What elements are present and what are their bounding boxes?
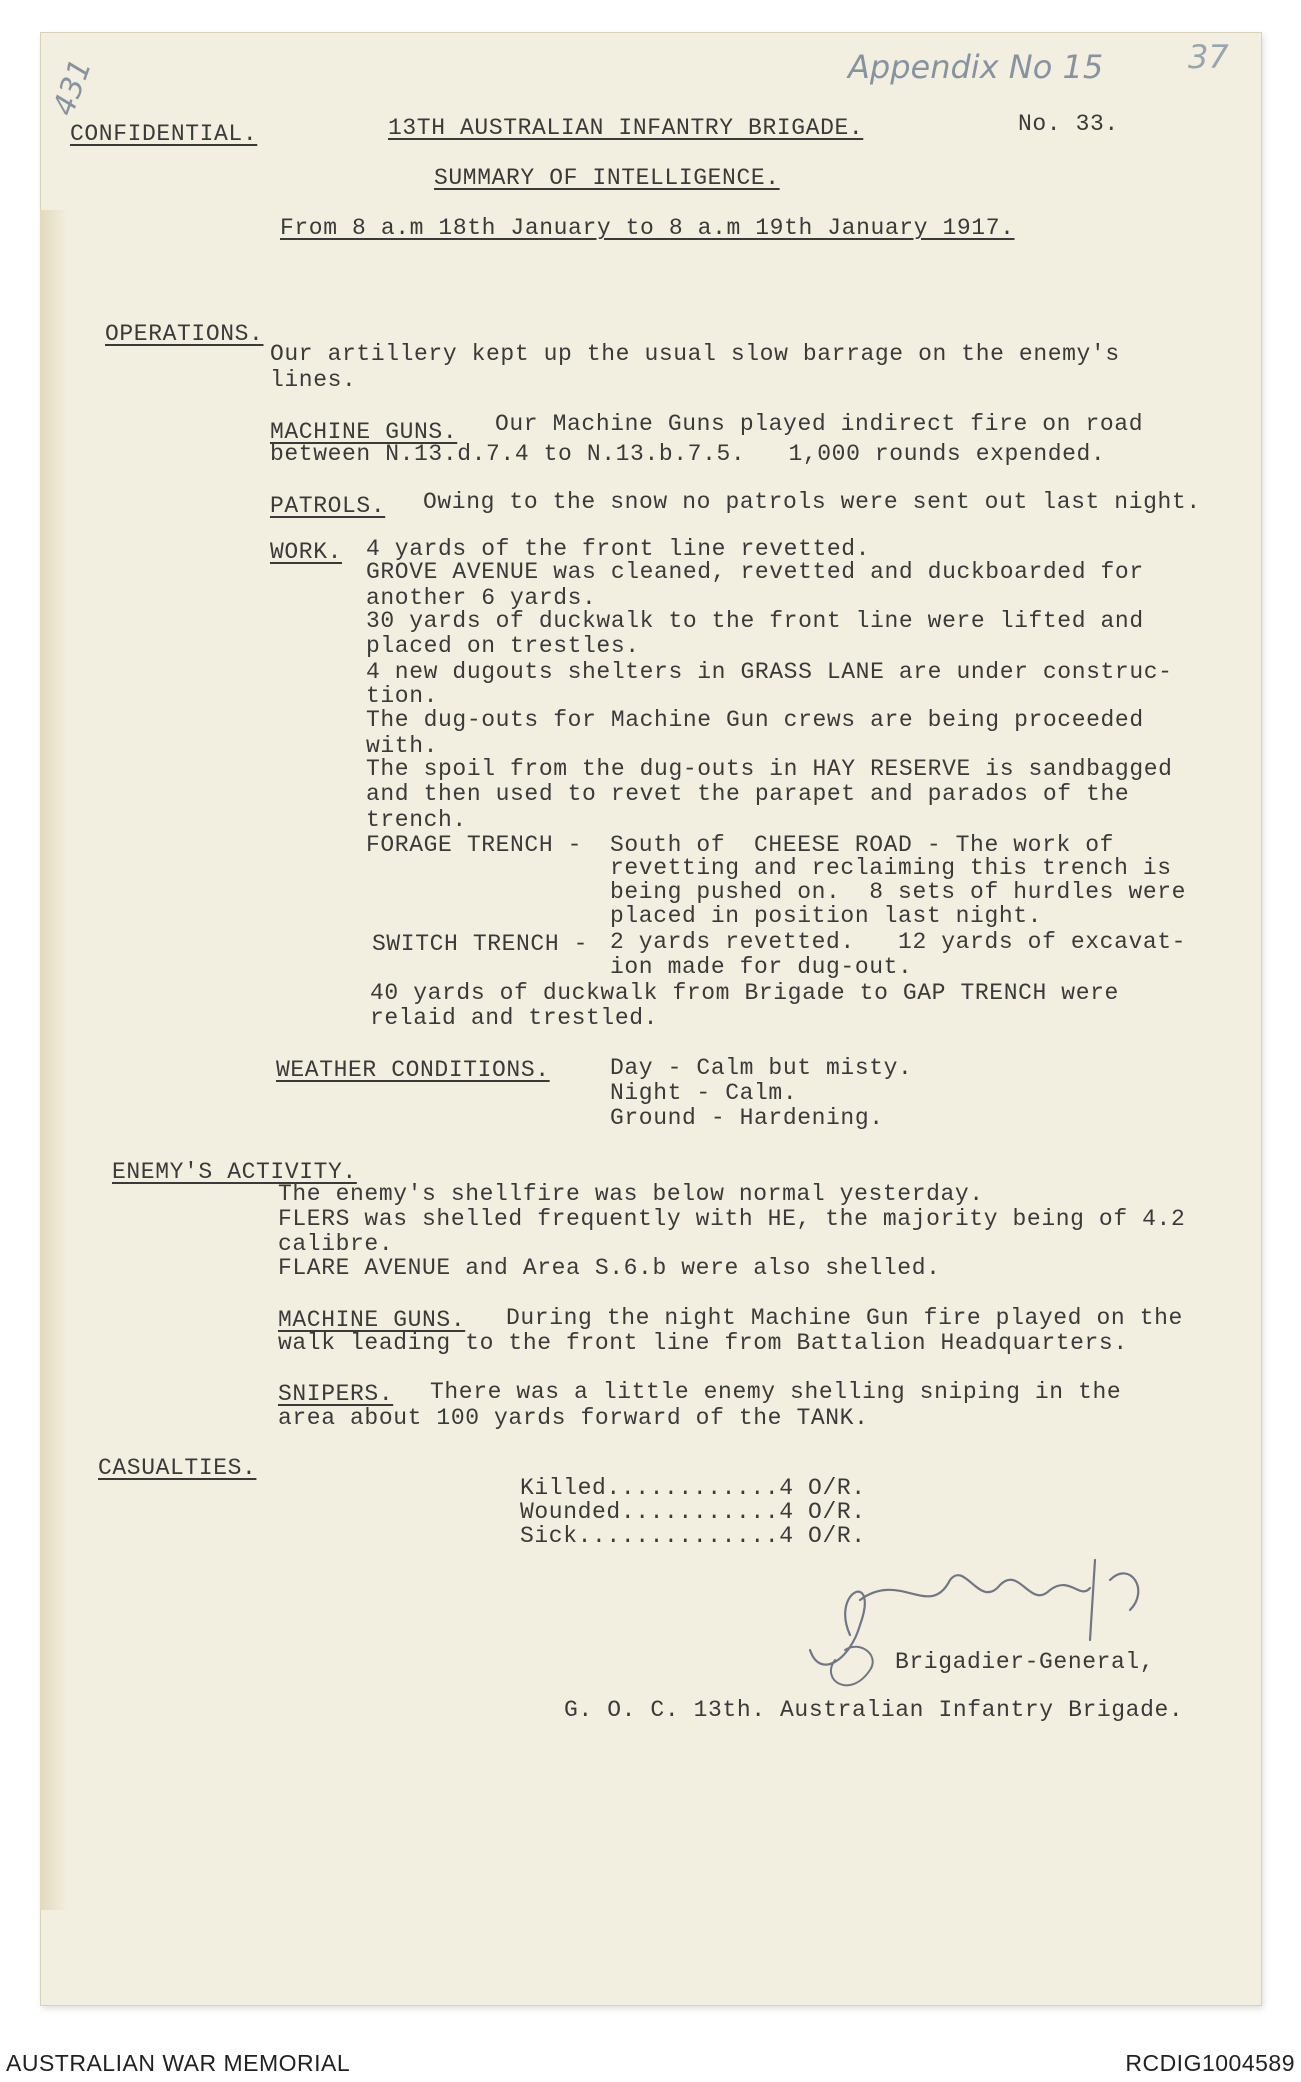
weather-ground: Ground - Hardening.	[610, 1105, 884, 1131]
forage-trench-label: FORAGE TRENCH -	[366, 832, 583, 858]
forage-line-1: South of CHEESE ROAD - The work of	[610, 832, 1115, 858]
weather-label: WEATHER CONDITIONS.	[276, 1057, 550, 1083]
work-line-4: 30 yards of duckwalk to the front line were lifted and	[366, 608, 1144, 634]
machine-guns-text-2: between N.13.d.7.4 to N.13.b.7.5. 1,000 rounds expended.	[270, 441, 1106, 467]
switch-trench-label: SWITCH TRENCH -	[372, 931, 589, 957]
enemy-activity-heading: ENEMY'S ACTIVITY.	[112, 1159, 357, 1185]
footer-archive: AUSTRALIAN WAR MEMORIAL	[6, 2050, 351, 2076]
enemy-machine-guns-label: MACHINE GUNS.	[278, 1307, 466, 1333]
forage-line-3: being pushed on. 8 sets of hurdles were	[610, 879, 1187, 905]
patrols-label: PATROLS.	[270, 493, 386, 519]
work-line-9: with.	[366, 733, 439, 759]
appendix-note: Appendix No 15	[848, 48, 1104, 86]
brigade-title: 13TH AUSTRALIAN INFANTRY BRIGADE.	[388, 115, 864, 141]
snipers-label: SNIPERS.	[278, 1381, 394, 1407]
weather-day: Day - Calm but misty.	[610, 1055, 913, 1081]
work-line-6: 4 new dugouts shelters in GRASS LANE are under construc-	[366, 659, 1173, 685]
work-line-1: 4 yards of the front line revetted.	[366, 536, 871, 562]
folio-number: 431	[46, 54, 99, 121]
work-line-2: GROVE AVENUE was cleaned, revetted and duckboarded for	[366, 559, 1144, 585]
operations-intro-1: Our artillery kept up the usual slow barrage on the enemy's	[270, 341, 1120, 367]
switch-line-1: 2 yards revetted. 12 yards of excavat-	[610, 929, 1187, 955]
confidential-label: CONFIDENTIAL.	[70, 121, 258, 147]
summary-title: SUMMARY OF INTELLIGENCE.	[434, 165, 780, 191]
document-number: No. 33.	[1018, 111, 1119, 137]
page-edge	[40, 210, 68, 1910]
enemy-machine-guns-text-1: During the night Machine Gun fire played on the	[506, 1305, 1183, 1331]
forage-line-4: placed in position last night.	[610, 903, 1043, 929]
snipers-text-1: There was a little enemy shelling sniping in the	[430, 1379, 1122, 1405]
enemy-line-2: FLERS was shelled frequently with HE, the majority being of 4.2	[278, 1206, 1186, 1232]
switch-line-2: ion made for dug-out.	[610, 954, 913, 980]
footer-id: RCDIG1004589	[1125, 2050, 1295, 2076]
casualties-heading: CASUALTIES.	[98, 1455, 257, 1481]
enemy-line-1: The enemy's shellfire was below normal yesterday.	[278, 1181, 984, 1207]
page-number: 37	[1188, 38, 1229, 76]
machine-guns-text-1: Our Machine Guns played indirect fire on road	[495, 411, 1144, 437]
signatory-rank: Brigadier-General,	[895, 1649, 1155, 1675]
duckwalk-line-2: relaid and trestled.	[370, 1005, 659, 1031]
duckwalk-line-1: 40 yards of duckwalk from Brigade to GAP TRENCH were	[370, 980, 1119, 1006]
machine-guns-label: MACHINE GUNS.	[270, 419, 458, 445]
casualties-wounded: Wounded...........4 O/R.	[520, 1499, 866, 1525]
enemy-machine-guns-text-2: walk leading to the front line from Battalion Headquarters.	[278, 1330, 1128, 1356]
work-line-11: and then used to revet the parapet and parados of the	[366, 781, 1130, 807]
signatory-title: G. O. C. 13th. Australian Infantry Brigade.	[564, 1697, 1184, 1723]
enemy-line-4: FLARE AVENUE and Area S.6.b were also shelled.	[278, 1255, 941, 1281]
work-line-12: trench.	[366, 807, 467, 833]
work-line-5: placed on trestles.	[366, 633, 640, 659]
work-line-10: The spoil from the dug-outs in HAY RESERVE is sandbagged	[366, 756, 1173, 782]
work-line-8: The dug-outs for Machine Gun crews are being proceeded	[366, 707, 1144, 733]
snipers-text-2: area about 100 yards forward of the TANK.	[278, 1405, 869, 1431]
work-line-3: another 6 yards.	[366, 585, 597, 611]
weather-night: Night - Calm.	[610, 1080, 798, 1106]
patrols-text: Owing to the snow no patrols were sent out last night.	[423, 489, 1201, 515]
casualties-sick: Sick..............4 O/R.	[520, 1523, 866, 1549]
work-label: WORK.	[270, 539, 343, 565]
casualties-killed: Killed............4 O/R.	[520, 1475, 866, 1501]
period-line: From 8 a.m 18th January to 8 a.m 19th January 1917.	[280, 215, 1015, 241]
operations-heading: OPERATIONS.	[105, 321, 264, 347]
handwritten-signature	[790, 1530, 1190, 1705]
operations-intro-2: lines.	[270, 367, 357, 393]
work-line-7: tion.	[366, 683, 439, 709]
forage-line-2: revetting and reclaiming this trench is	[610, 855, 1172, 881]
enemy-line-3: calibre.	[278, 1231, 394, 1257]
